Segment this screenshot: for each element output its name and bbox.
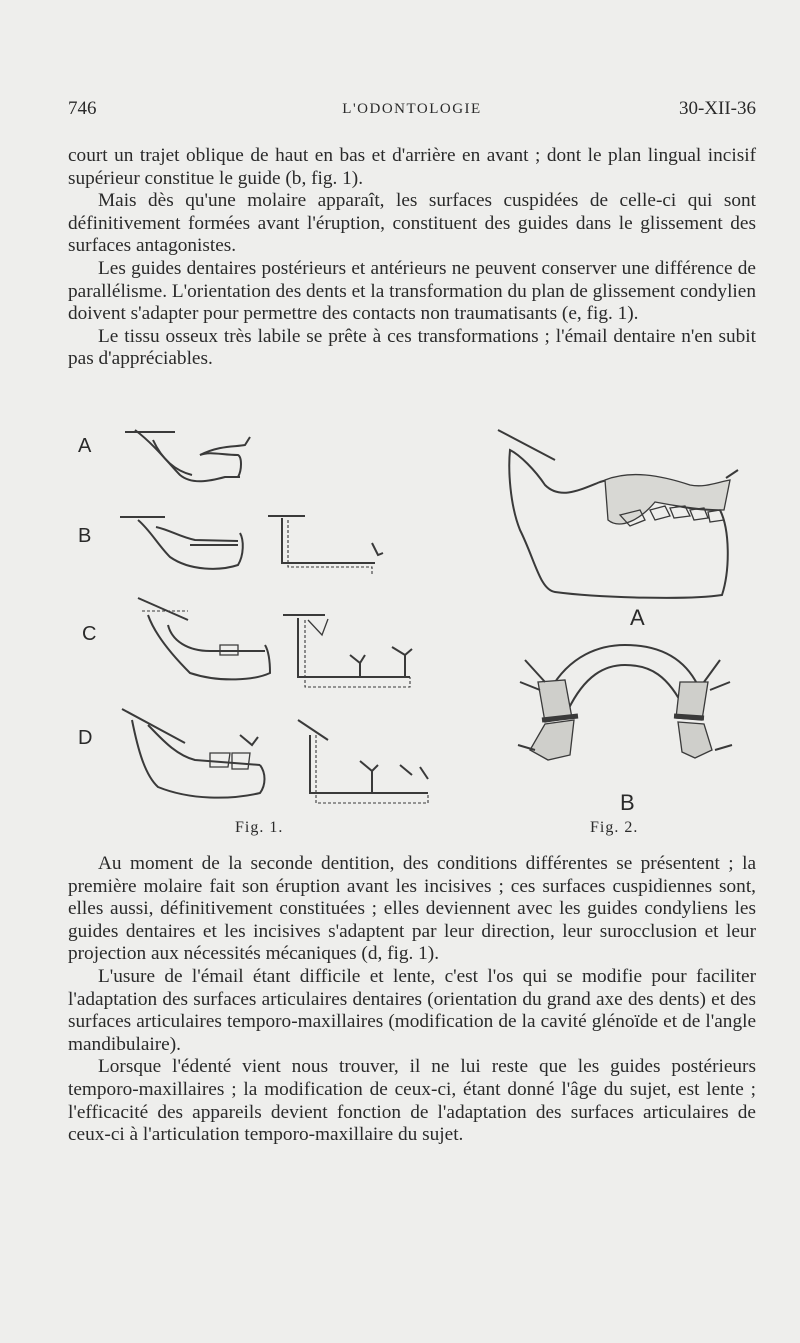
page-number: 746	[68, 98, 97, 119]
figure-1-label-c: C	[82, 623, 97, 645]
figure-1-label-d: D	[78, 727, 93, 749]
figure-2-label-a: A	[630, 605, 645, 630]
paragraph: Le tissu osseux très labile se prête à ces transformations ; l'émail dentaire n'en subit pas d'appréciables.	[68, 325, 756, 370]
paragraph: Au moment de la seconde dentition, des conditions différentes se présentent ; la première molaire fait son éruption avant les incisives ; ces surfaces cuspidiennes sont, elles aussi, définitivement constituées ; elles deviennent avec les guides condyliens les guides dentaires et les incisives s'adaptent par leur direction, leur surocclusion et leur projection aux nécessités mécaniques (d, fig. 1).	[68, 853, 756, 965]
body-text-top	[68, 145, 756, 371]
figure-2	[490, 420, 760, 840]
journal-title: L'ODONTOLOGIE	[342, 101, 482, 117]
paragraph: Lorsque l'édenté vient nous trouver, il ne lui reste que les guides postérieurs temporo-maxillaires ; la modification de ceux-ci, étant donné l'âge du sujet, est lente ; l'efficacité des appareils devient fonction de l'adaptation des surfaces articulaires de ceux-ci à l'articulation temporo-maxillaire du sujet.	[68, 1056, 756, 1146]
paragraph: L'usure de l'émail étant difficile et lente, c'est l'os qui se modifie pour faciliter l'adaptation des surfaces articulaires dentaires (orientation du grand axe des dents) et des surfaces articulaires temporo-maxillaires (modification de la cavité glénoïde et de l'angle mandibulaire).	[68, 965, 756, 1055]
jaw-diagram-a	[125, 430, 250, 481]
paragraph: court un trajet oblique de haut en bas et d'arrière en avant ; dont le plan lingual incisif supérieur constitue le guide (b, fig. 1).	[68, 145, 756, 189]
figure-1-label-a: A	[78, 435, 92, 457]
figure-2-label-b: B	[620, 790, 635, 815]
jaw-diagram-b	[120, 516, 383, 575]
running-header	[68, 98, 756, 124]
figure-1-drawing	[60, 415, 460, 815]
figure-1-caption: Fig. 1.	[235, 819, 284, 836]
paragraph: Les guides dentaires postérieurs et antérieurs ne peuvent conserver une différence de parallélisme. L'orientation des dents et la transformation du plan de glissement condylien doivent s'adapter pour permettre des contacts non traumatisants (e, fig. 1).	[68, 257, 756, 325]
figure-2-caption: Fig. 2.	[590, 819, 639, 836]
jaw-diagram-c	[138, 598, 412, 687]
body-text-bottom	[68, 853, 756, 1147]
figure-1	[60, 415, 460, 840]
figure-2a-jaw	[498, 430, 738, 598]
figure-2-drawing	[490, 420, 760, 820]
figure-1-label-b: B	[78, 525, 92, 547]
issue-date: 30-XII-36	[678, 98, 756, 119]
jaw-diagram-d	[122, 709, 428, 803]
paragraph: Mais dès qu'une molaire apparaît, les surfaces cuspidées de celle-ci qui sont définitivement formées avant l'éruption, constituent des guides dans le glissement des surfaces antagonistes.	[68, 190, 756, 257]
figure-2b-arch	[518, 645, 732, 760]
